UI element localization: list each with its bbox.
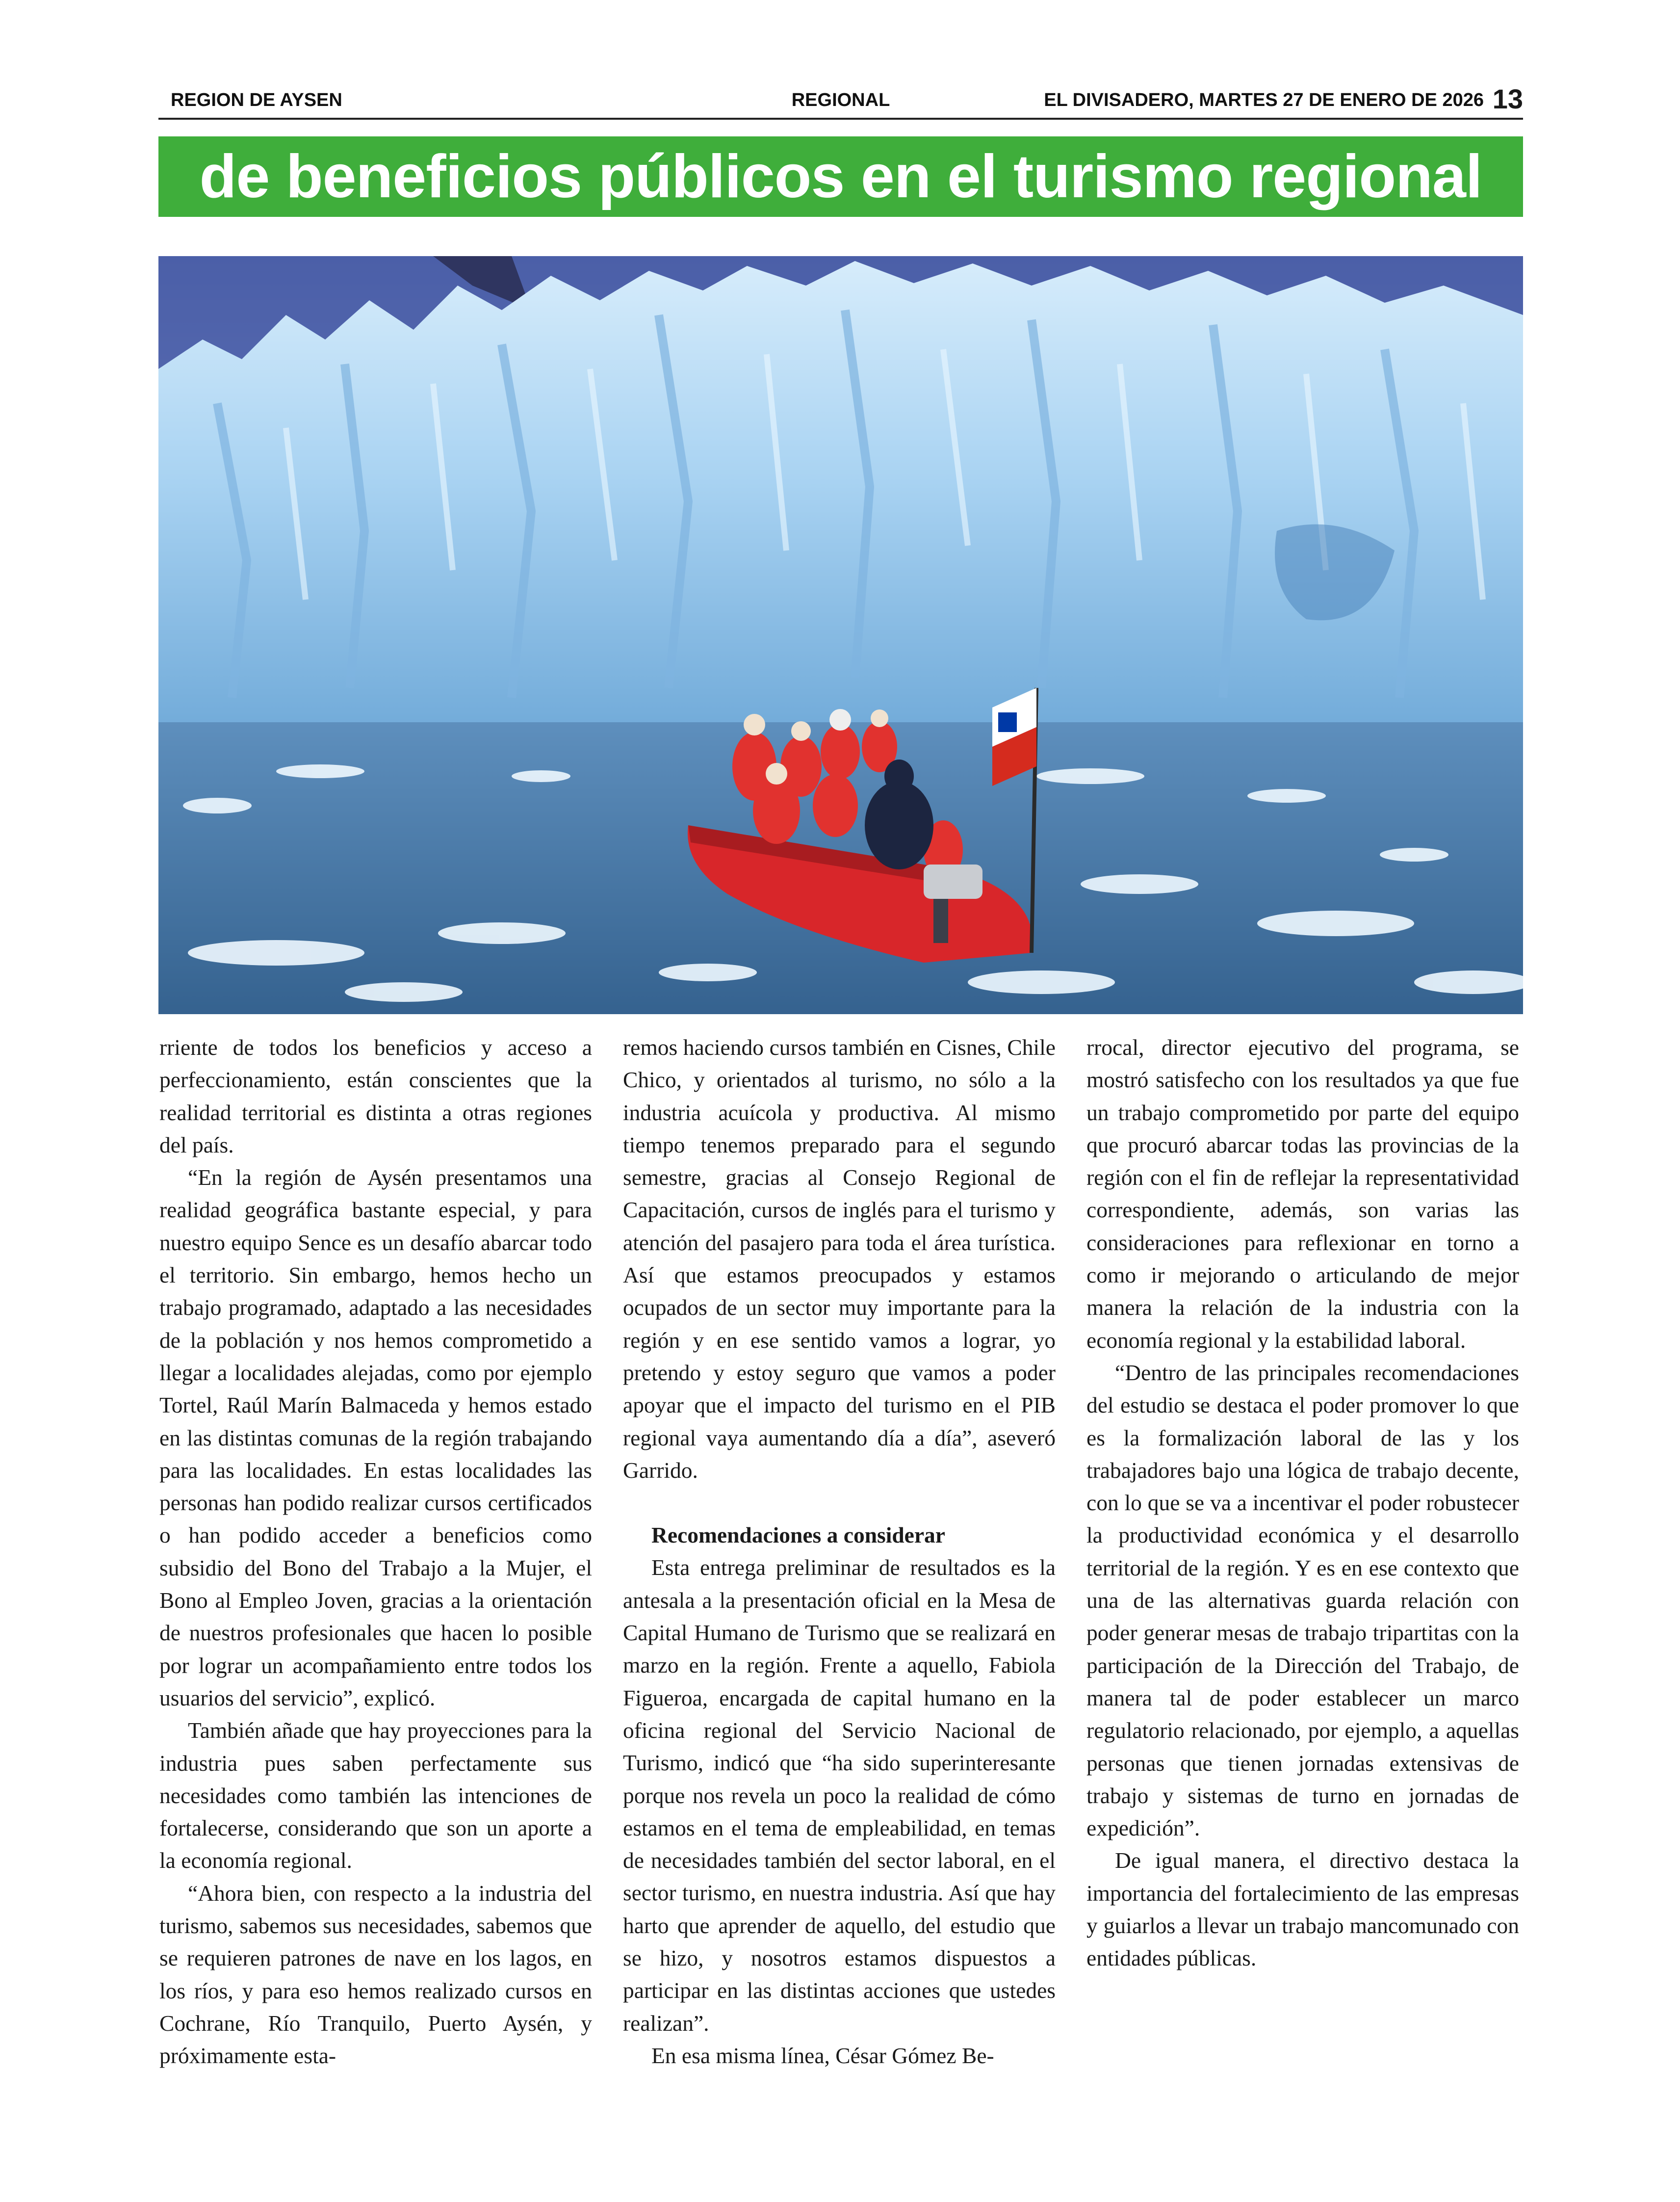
- article-column-2: [623, 1031, 1056, 2160]
- article-column-3: [1086, 1031, 1519, 2160]
- article-column-1: [159, 1031, 592, 2160]
- glacier-boat-photo: [158, 256, 1523, 1014]
- paragraph: rriente de todos los beneficios y acceso a perfeccionamiento, están conscientes que la realidad territorial es distinta a otras regiones del país.: [159, 1035, 592, 1157]
- headline: de beneficios públicos en el turismo regional: [199, 143, 1482, 210]
- paragraph: “En la región de Aysén presentamos una realidad geográfica bastante especial, y para nuestro equipo Sence es un desafío abarcar todo el territorio. Sin embargo, hemos hecho un trabajo programado, adaptado a las necesidades de la población y nos hemos comprometido a llegar a localidades alejadas, como por ejemplo Tortel, Raúl Marín Balmaceda y hemos estado en las distintas comunas de la región trabajando para las localidades. En estas localidades las personas han podido realizar cursos certificados o han podido acceder a beneficios como subsidio del Bono del Trabajo a la Mujer, el Bono al Empleo Joven, gracias a la orientación de nuestros profesionales que hacen lo posible por lograr un acompañamiento entre todos los usuarios del servicio”, explicó.: [159, 1165, 592, 1710]
- page-header: [158, 83, 1523, 119]
- paragraph: También añade que hay proyecciones para la industria pues saben perfectamente sus necesidades como también las intenciones de fortalecerse, considerando que son un aporte a la economía regional.: [159, 1718, 592, 1873]
- section-label-center: REGIONAL: [791, 90, 890, 110]
- header-rule: [158, 118, 1523, 120]
- paragraph: remos haciendo cursos también en Cisnes, Chile Chico, y orientados al turismo, no sólo a la industria acuícola y productiva. Al mismo tiempo tenemos preparado para el segundo semestre, gracias al Consejo Regional de Capacitación, cursos de inglés para el turismo y atención del pasajero para toda el área turística. Así que estamos preocupados y estamos ocupados de un sector muy importante para la región y en ese sentido vamos a lograr, yo pretendo y estoy seguro que vamos a poder apoyar que el impacto del turismo en el PIB regional vaya aumentando día a día”, aseveró Garrido.: [623, 1035, 1056, 1483]
- paragraph: En esa misma línea, César Gómez Be-: [651, 2043, 994, 2068]
- section-label-left: REGION DE AYSEN: [171, 90, 342, 110]
- paragraph: “Dentro de las principales recomendaciones del estudio se destaca el poder promover lo que es la formalización laboral de las y los trabajadores bajo una lógica de trabajo decente, con lo que se va a incentivar el poder robustecer la productividad económica y el desarrollo territorial de la región. Y es en ese contexto que una de las alternativas guarda relación con poder generar mesas de trabajo tripartitas con la participación de la Dirección del Trabajo, de manera tal de poder establecer un marco regulatorio relacionado, por ejemplo, a aquellas personas que tienen jornadas extensivas de trabajo y sistemas de turno en jornadas de expedición”.: [1086, 1360, 1519, 1841]
- dateline: EL DIVISADERO, MARTES 27 DE ENERO DE 2026: [1044, 90, 1484, 110]
- subheading: Recomendaciones a considerar: [651, 1522, 945, 1548]
- headline-bar: [158, 136, 1523, 217]
- page-number: 13: [1492, 83, 1523, 114]
- paragraph: “Ahora bien, con respecto a la industria del turismo, sabemos sus necesidades, sabemos que se requieren patrones de nave en los lagos, en los ríos, y para eso hemos realizado cursos en Cochrane, Río Tranquilo, Puerto Aysén, y próximamente esta-: [159, 1880, 592, 2069]
- paragraph: De igual manera, el directivo destaca la importancia del fortalecimiento de las empresas y guiarlos a llevar un trabajo mancomunado con entidades públicas.: [1086, 1848, 1519, 1971]
- paragraph: Esta entrega preliminar de resultados es la antesala a la presentación oficial en la Mesa de Capital Humano de Turismo que se realizará en marzo en la región. Frente a aquello, Fabiola Figueroa, encargada de capital humano en la oficina regional del Servicio Nacional de Turismo, indicó que “ha sido superinteresante porque nos revela un poco la realidad de cómo estamos en el tema de empleabilidad, en temas de necesidades también del sector laboral, en el sector turismo, en nuestra industria. Así que hay harto que aprender de aquello, del estudio que se hizo, y nosotros estamos dispuestos a participar en las distintas acciones que ustedes realizan”.: [623, 1555, 1056, 2036]
- paragraph: rrocal, director ejecutivo del programa, se mostró satisfecho con los resultados ya que fue un trabajo comprometido por parte del equipo que procuró abarcar todas las provincias de la región con el fin de reflejar la representatividad correspondiente, además, son varias las consideraciones para reflexionar en torno a como ir mejorando o articulando de mejor manera la relación de la industria con la economía regional y la estabilidad laboral.: [1086, 1035, 1519, 1353]
